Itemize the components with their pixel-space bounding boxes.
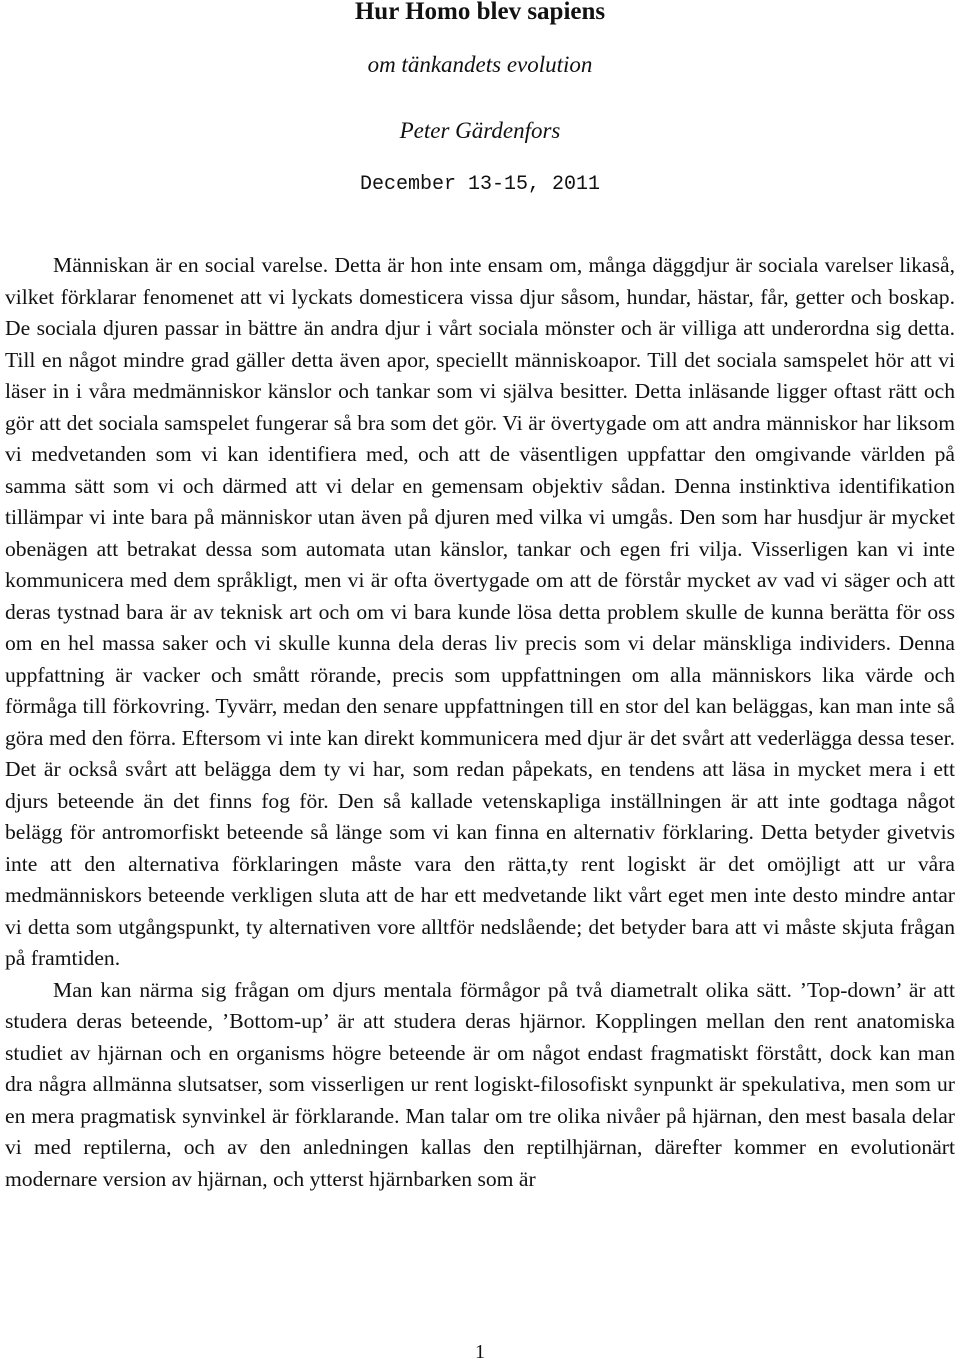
document-date: December 13-15, 2011 <box>359 173 601 196</box>
document-author: Peter Gärdenfors <box>399 118 561 143</box>
body-paragraph-1: Människan är en social varelse. Detta är hon inte ensam om, många däggdjur är sociala varelser likaså, vilket förklarar fenomenet att vi lyckats domesticera vissa djur såsom, hundar, hästar, får, getter och boskap. De sociala djuren passar in bättre än andra djur i vårt sociala mönster och är villiga att underordna sig detta. Till en något mindre grad gäller detta även apor, speciellt människoapor. Till det sociala samspelet hör att vi läser in i våra medmänniskor känslor och tankar som vi själva besitter. Detta inläsande ligger oftast rätt och gör att det sociala samspelet fungerar så bra som det gör. Vi är övertygade om att andra människor har liksom vi medvetanden som vi kan identifiera med, och att de väsentligen uppfattar den omgivande världen på samma sätt som vi och därmed att vi delar en gemensam objektiv sådan. Denna instinktiva identifikation tillämpar vi inte bara på människor utan även på djuren med vilka vi umgås. Den som har husdjur är mycket obenägen att betrakat dessa som automata utan känslor, tankar och egen fri vilja. Visserligen kan vi inte kommunicera med dem språkligt, men vi är ofta övertygade om att de förstår mycket av vad vi säger och att deras tystnad bara är av teknisk art och om vi bara kunde lösa detta problem skulle de kunna berätta för oss om en hel massa saker och vi skulle kunna dela deras liv precis som vi delar mänskliga individers. Denna uppfattning är vacker och smått rörande, precis som uppfattningen om alla människors lika värde och förmåga till förkovring. Tyvärr, medan den senare uppfattningen till en stor del kan beläggas, kan man inte så göra med den förra. Eftersom vi inte kan direkt kommunicera med djur är det svårt att vederlägga dessa teser. Det är också svårt att belägga dem ty vi har, som redan påpekats, en tendens att läsa in mycket mera i ett djurs beteende än det finns fog för. Den så kallade vetenskapliga inställningen är att inte godtaga något belägg för antromorfiskt beteende så länge som vi kan finna en alternativ förklaring. Detta betyder givetvis inte att den alternativa förklaringen måste vara den rätta,ty rent logiskt är det omöjligt att ur våra medmänniskors beteende verkligen sluta att de har ett medvetande likt vårt eget men inte desto mindre antar vi detta som utgångspunkt, ty alternativen vore alltför nedslående; det betyder bara att vi måste skjuta frågan på framtiden. <box>5 253 955 970</box>
document-body <box>5 250 955 1195</box>
page-number: 1 <box>475 1341 485 1363</box>
document-title: Hur Homo blev sapiens <box>354 0 606 25</box>
body-paragraph-2: Man kan närma sig frågan om djurs mentala förmågor på två diametralt olika sätt. ’Top-down’ är att studera deras beteende, ’Bottom-up’ är att studera deras hjärnor. Kopplingen mellan den rent anatomiska studiet av hjärnan och en organisms högre beteende är om något endast fragmatiskt förstått, dock kan man dra några allmänna slutsatser, som visserligen ur rent logiskt-filosofiskt synpunkt är spekulativa, men som ur en mera pragmatisk synvinkel är förklarande. Man talar om tre olika nivåer på hjärnan, den mest basala delar vi med reptilerna, och av den anledningen kallas den reptilhjärnan, därefter kommer en evolutionärt modernare version av hjärnan, och ytterst hjärnbarken som är <box>5 977 955 1191</box>
document-subtitle: om tänkandets evolution <box>367 52 593 77</box>
